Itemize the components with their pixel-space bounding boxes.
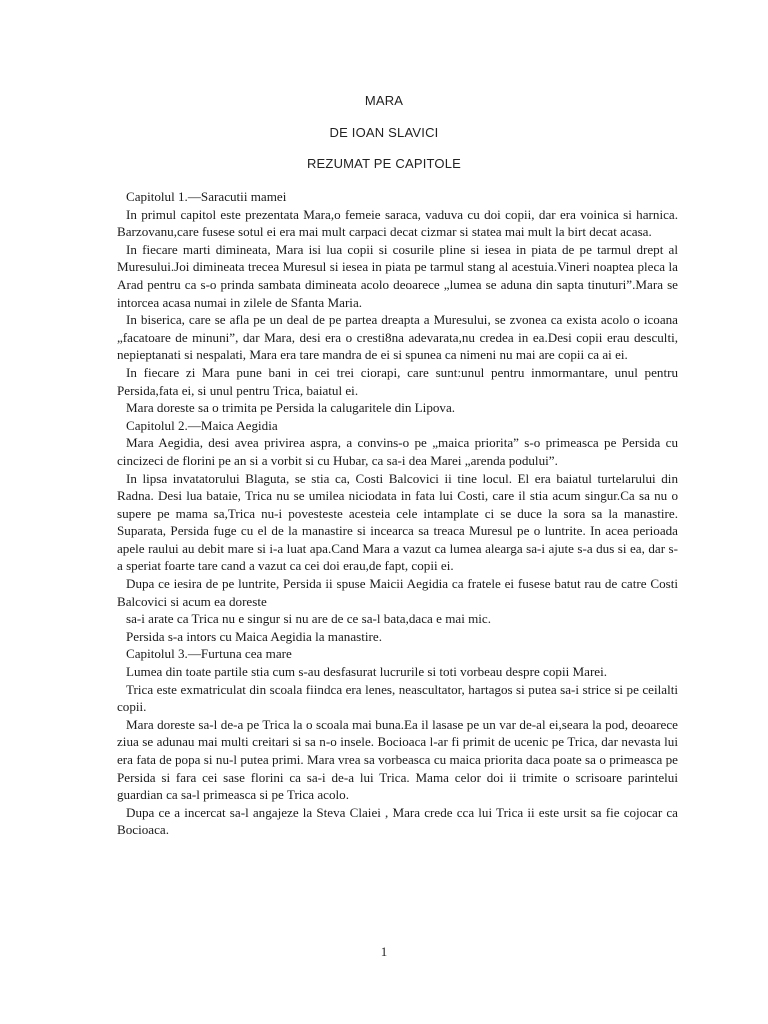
document-subtitle: REZUMAT PE CAPITOLE bbox=[306, 156, 462, 171]
paragraph: Mara Aegidia, desi avea privirea aspra, a convins-o pe „maica priorita” s-o primeasca pe Persida cu cincizeci de florini pe an si a vorbit si cu Hubar, ca sa-i dea Marei „arenda podului”. bbox=[117, 435, 678, 468]
document-title: MARA bbox=[364, 93, 404, 108]
paragraph: Mara doreste sa o trimita pe Persida la calugaritele din Lipova. bbox=[126, 400, 456, 416]
paragraph: sa-i arate ca Trica nu e singur si nu are de ce sa-l bata,daca e mai mic. bbox=[126, 611, 492, 627]
paragraph: In lipsa invatatorului Blaguta, se stia ca, Costi Balcovici ii tine locul. El era baiatul turtelarului din Radna. Desi lua bataie, Trica nu se umilea niciodata in fata lui Costi, care il stia acum singur.Ca sa nu o supere pe mama sa,Trica nu-i povesteste acesteia cele intamplate ci se duce la sora sa la manastire. Suparata, Persida fuge cu el de la manastire si incearca sa treaca Muresul pe o luntrite. In acea perioada apele raului au debit mare si i-a luat apa.Cand Mara a vazut ca lumea alearga sa-i ajute s-a dus si ea, dar s-a speriat foarte tare cand a vazut ca cei doi erau,de fapt, copii ei. bbox=[117, 470, 678, 574]
chapter-heading: Capitolul 3.—Furtuna cea mare bbox=[126, 646, 292, 662]
paragraph: In biserica, care se afla pe un deal de pe partea dreapta a Muresului, se zvonea ca exista acolo o icoana „facatoare de minuni”, dar Mara, desi era o cresti8na adevarata,nu credea in ea.Desi copii erau desculti, nepieptanati si nespalati, Mara era tare mandra de ei si spunea ca nimeni nu mai are copii ca ai ei. bbox=[117, 312, 678, 363]
paragraph: Dupa ce iesira de pe luntrite, Persida ii spuse Maicii Aegidia ca fratele ei fusese batut rau de catre Costi Balcovici si acum ea doreste bbox=[117, 576, 678, 609]
chapter-heading: Capitolul 1.—Saracutii mamei bbox=[126, 189, 287, 204]
paragraph: Mara doreste sa-l de-a pe Trica la o scoala mai buna.Ea il lasase pe un var de-al ei,seara la pod, deoarece ziua se adunau mai multi creitari si sa n-o insele. Bocioaca l-ar fi primit de ucenic pe Trica, dar nevasta lui era fata de popa si nu-l putea primi. Mara vrea sa vorbeasca cu maica priorita daca poate sa o primeasca pe Persida si fara cei sase florini ca sa-i de-a lui Trica. Mama celor doi ii trimite o scrisoare parintelui guardian ca sa-l primeasca si pe Trica acolo. bbox=[117, 716, 678, 803]
paragraph: In fiecare marti dimineata, Mara isi lua copii si cosurile pline si iesea in piata de pe tarmul drept al Muresului.Joi dimineata trecea Muresul si iesea in piata pe tarmul stang al acestuia.Vineri noaptea pleca la Arad pentru ca s-o prinda sambata dimineata acolo deoarece „lumea se aduna din sapta tinuturi”.Mara se intorcea acasa numai in zilele de Sfanta Maria. bbox=[117, 241, 678, 310]
paragraph: Dupa ce a incercat sa-l angajeze la Steva Claiei , Mara crede cca lui Trica ii este ursit sa fie cojocar ca Bocioaca. bbox=[117, 804, 678, 838]
document-author: DE IOAN SLAVICI bbox=[329, 125, 439, 140]
chapter-heading: Capitolul 2.—Maica Aegidia bbox=[126, 417, 278, 433]
paragraph: In primul capitol este prezentata Mara,o femeie saraca, vaduva cu doi copii, dar era voinica si harnica. Barzovanu,care fusese sotul ei era mai mult carpaci decat cizmar si statea mai mult la birt decat acasa. bbox=[117, 206, 678, 240]
document-body bbox=[117, 188, 678, 839]
page-number: 1 bbox=[380, 944, 388, 959]
paragraph: Trica este exmatriculat din scoala fiindca era lenes, neascultator, hartagos si putea sa-i strice si pe ceilalti copii. bbox=[117, 681, 678, 715]
paragraph: In fiecare zi Mara pune bani in cei trei ciorapi, care sunt:unul pentru inmormantare, unul pentru Persida,fata ei, si unul pentru Trica, baiatul ei. bbox=[117, 364, 678, 398]
paragraph: Persida s-a intors cu Maica Aegidia la manastire. bbox=[126, 628, 382, 644]
paragraph: Lumea din toate partile stia cum s-au desfasurat lucrurile si toti vorbeau despre copii Marei. bbox=[126, 664, 608, 680]
